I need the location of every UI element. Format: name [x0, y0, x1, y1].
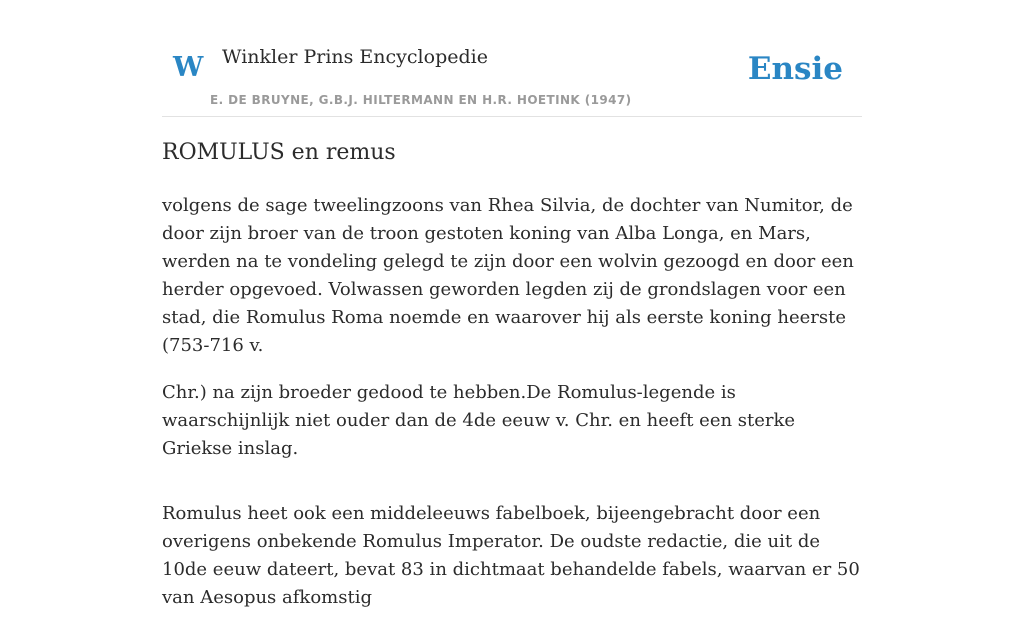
article-title: ROMULUS en remus: [162, 140, 396, 165]
site-header: [162, 40, 862, 117]
site-title[interactable]: Winkler Prins Encyclopedie: [222, 46, 488, 68]
article-paragraph-1: volgens de sage tweelingzoons van Rhea Silvia, de dochter van Numitor, de door zijn broer van de troon gestoten koning van Alba Longa, en Mars, werden na te vondeling gelegd te zijn door een wolvin gezoogd en door een herder opgevoed. Volwassen geworden legden zij de grondslagen voor een stad, die Romulus Roma noemde en waarover hij als eerste koning heerste (753-716 v.: [162, 195, 854, 356]
brand-logo[interactable]: Ensie: [747, 51, 843, 87]
article-body: [162, 192, 862, 631]
article-paragraph-3: Romulus heet ook een middeleeuws fabelboek, bijeengebracht door een overigens onbekende Romulus Imperator. De oudste redactie, die uit de 10de eeuw dateert, bevat 83 in dichtmaat behandelde fabels, waarvan er 50 van Aesopus afkomstig: [162, 503, 860, 608]
byline: E. DE BRUYNE, G.B.J. HILTERMANN EN H.R. HOETINK (1947): [210, 93, 632, 107]
site-logo[interactable]: W: [173, 52, 204, 83]
article-paragraph-2: Chr.) na zijn broeder gedood te hebben.De Romulus-legende is waarschijnlijk niet ouder dan de 4de eeuw v. Chr. en heeft een sterke Griekse inslag.: [162, 382, 796, 459]
